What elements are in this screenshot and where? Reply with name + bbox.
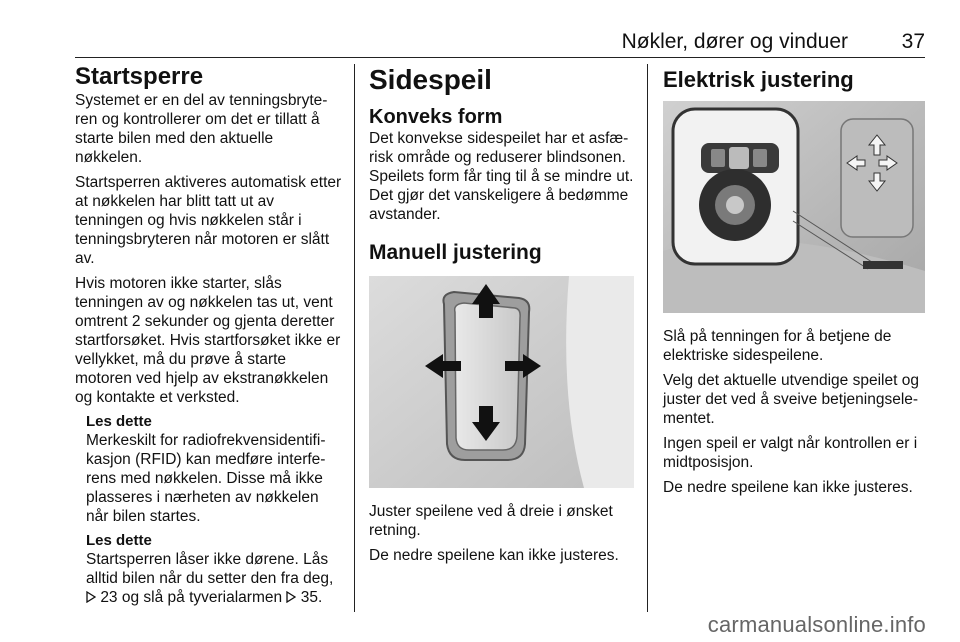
paragraph: Ingen speil er valgt når kontrollen er i midtposisjon. [663,435,918,471]
heading-sidespeil: Sidespeil [369,64,492,95]
header-rule [75,57,925,58]
watermark-text: carmanualsonline.info [707,612,926,637]
paragraph: Slå på tenningen for å betjene de elektriske sidespeilene. [663,328,892,364]
paragraph: Systemet er en del av tenningsbryteren og kontrollerer om det er tillatt å starte bilen med den aktuelle nøkkelen. [75,92,328,166]
page-number: 37 [901,30,925,53]
note-text-a: Startsperren låser ikke dørene. Lås alltid bilen når du setter den fra deg, [86,551,334,587]
mirror-manual-adjust-illustration [369,276,634,488]
heading-startsperre: Startsperre [75,63,204,90]
note-text [86,550,343,607]
heading-elektrisk-justering: Elektrisk justering [663,67,854,92]
column-divider-1 [354,64,355,612]
note-title: Les dette [86,532,152,549]
note-box-rfid [86,413,343,526]
electric-mirror-control-illustration [663,101,925,313]
paragraph: Startsperren aktiveres automatisk etter at nøkkelen har blitt tatt ut av tenningen og hvis nøkkelen står i tenningsbryteren når motoren er slått av. [75,174,342,267]
column-divider-2 [647,64,648,612]
note-text: Merkeskilt for radiofrekvensidentifikasjon (RFID) kan medføre interferens med nøkkelen. Disse må ikke plasseres i nærheten av nøkkelen når bilen startes. [86,432,326,525]
column-sidespeil [369,63,634,571]
note-title: Les dette [86,413,152,430]
subheading-konveks-form: Konveks form [369,106,503,128]
paragraph: Det konvekse sidespeilet har et asfærisk område og reduserer blindsonen. Speilets form får ting til å se mindre ut. Det gjør det vanskeligere å bedømme avstander. [369,130,634,223]
paragraph: Velg det aktuelle utvendige speilet og juster det ved å sveive betjeningselementet. [663,372,919,427]
page-ref-link[interactable]: 23 [100,589,118,606]
column-startsperre [75,63,343,613]
ref-arrow-icon [286,589,300,606]
subheading-manuell-justering: Manuell justering [369,241,542,264]
ref-arrow-icon [86,589,100,606]
note-box-lock [86,532,343,607]
page-header-title: Nøkler, dører og vinduer [621,30,848,53]
note-text-mid: og slå på tyverialarmen [121,589,283,606]
paragraph: Juster speilene ved å dreie i ønsket retning. [369,503,613,539]
page-ref-link[interactable]: 35. [300,589,323,606]
paragraph: De nedre speilene kan ikke justeres. [663,479,913,496]
paragraph: De nedre speilene kan ikke justeres. [369,547,619,564]
paragraph: Hvis motoren ikke starter, slås tenningen av og nøkkelen tas ut, vent omtrent 2 sekunder og gjenta deretter startforsøket. Hvis startforsøket ikke er vellykket, må du prøve å starte motoren ved hjelp av ekstranøkkelen og kontakte et verksted. [75,275,341,406]
column-elektrisk-justering [663,63,925,503]
